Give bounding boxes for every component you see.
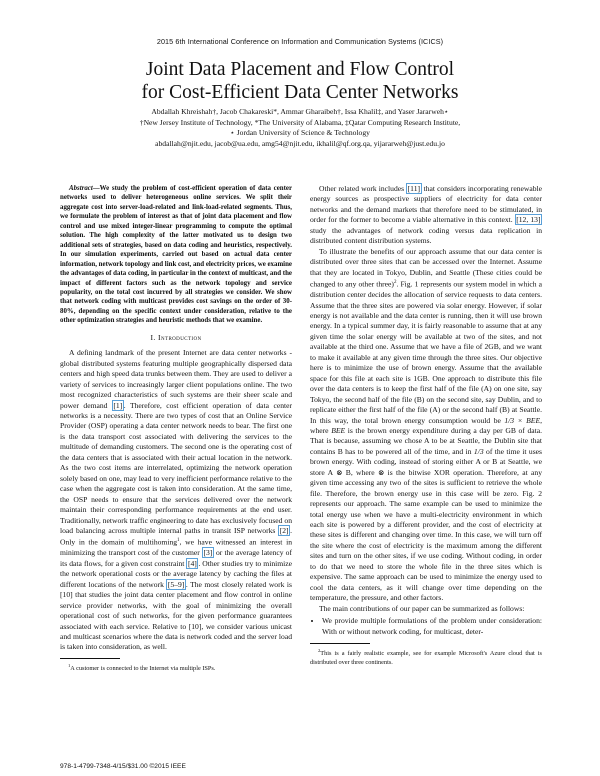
text-run: To illustrate the benefits of our approach assume that our data center is distributed over three sites that can be accessed over the Internet. Assume that they are located in Tokyo, Dublin, and Seattle (These cities could be changed to any other three) <box>310 246 542 289</box>
citation-link[interactable]: [1] <box>113 400 123 410</box>
footnote-1 <box>60 662 292 674</box>
example-paragraph <box>310 247 542 604</box>
intro-paragraph-1 <box>60 348 292 653</box>
text-run: is the brown energy expenditure during a day per GB of data. That is because, assuming we chose A to be at Seattle, the Dublin site that contains B has to be powered all of the time, and in <box>310 425 543 456</box>
author-affiliations-1: †New Jersey Institute of Technology, *The University of Alabama, ‡Qatar Computing Research Institute, <box>139 117 461 127</box>
abstract-label: Abstract <box>69 185 93 192</box>
citation-link[interactable]: [5–9] <box>167 579 185 589</box>
text-run: . Therefore, cost efficient operation of data center networks is a necessity. There are two types of cost that an Online Service Provider (OSP) operating a data center network needs to bear. The first one is the data transport cost associated with delivering the services to the multitude of demanding customers. The second one is the operating cost of the data centers that is associated with their actual location in the network. As the two cost items are interrelated, optimizing the network operation solely based on one, may lead to very inefficient performance relative to the case when the aggregate cost is taken into consideration. At the same time, the OSP needs to ensure that the services delivered over the network maintain their corresponding performance requirements at the end user. Traditionally, network traffic engineering to date has exclusively focused on load balancing across multiple internal paths in transit ISP networks <box>60 400 293 535</box>
contributions-list <box>310 616 542 637</box>
left-column <box>60 184 292 674</box>
footnote-number: 1 <box>68 662 71 668</box>
text-run: study the advantages of network coding versus data replication in distributed content distribution systems. <box>310 225 542 246</box>
footnote-text: This is a fairly realistic example, see for example Microsoft's Azure cloud that is distributed over three continents. <box>310 650 542 666</box>
text-run: or the average latency of its data flows, for a given cost constraint <box>60 548 293 568</box>
conference-header: 2015 6th International Conference on Information and Communication Systems (ICICS) <box>156 37 444 46</box>
math-fraction: 1/3 <box>473 446 484 456</box>
footnote-number: 2 <box>318 648 321 654</box>
section-heading-introduction <box>60 333 292 343</box>
text-run: that considers incorporating renewable energy sources as prospective suppliers of electricity for data center networks and the demand markets that therefore need to be stimulated, in order for the former to become a viable alternative in this context. <box>310 184 542 225</box>
text-run: . The most closely related work is [10] that studies the joint data center placement and flow control in online service provider networks, with the goal of minimizing the overall operational cost of such networks, for the given performance guarantees associated with each service. Relative to [10], we consider various unicast and multicast scenarios where the data is network coded and the server load is taken into consideration, as well. <box>60 579 292 652</box>
title-line-1: Joint Data Placement and Flow Control <box>145 59 455 80</box>
text-run: . Other studies try to minimize the network operational costs or the average latency by caching the files at different locations of the network <box>60 558 292 589</box>
author-affiliations-2: ⋆ Jordan University of Science & Technology <box>230 128 370 137</box>
math-fraction: 1/3 × BEE <box>504 415 541 425</box>
abstract-text: —We study the problem of cost-efficient operation of data center networks used to deliver heterogeneous online services. We split their aggregate cost into server-load-related and link-load-related segments. Thus, we formulate the problem of interest as that of joint data placement and flow control and use mixed integer-linear programming to compute the optimal solution. The high complexity of the latter motivated us to design two additional sets of strategies, based on data coding and heuristics, respectively. In our simulation experiments, carried out based on actual data center information, network topology and link cost, and electricity prices, we examine the advantages of data coding, in particular in the context of multicast, and the impact of different factors such as the network topology and service popularity, on the total cost incurred by all strategies we consider. We show that network coding with multicast provides cost savings on the order of 30-80%, depending on the specific context under consideration, relative to the other optimization strategies and heuristic methods that we examine. <box>60 185 292 325</box>
isbn-footer: 978-1-4799-7348-4/15/$31.00 ©2015 IEEE <box>60 763 186 770</box>
section-number: I. <box>150 332 156 342</box>
text-run: of the time it uses brown energy. With coding, instead of storing either A or B at Seattle, we store A ⊗ B, where ⊗ is the bitwise XOR operation. Therefore, at any given time accessing any two of the sites is sufficient to retrieve the whole file. Therefore, the brown energy use in this case will be zero. Fig. 2 represents our approach. The same example can be used to minimize the total energy use when we have a multi-electricity environment in which each site is powered by a different provider, and the cost of electricity at these sites is different and changing over time. In this case, we will turn off the site where the cost of electricity is the maximum among the different sites and turn on the other sites, if we use coding. Without coding, in order to do that we need to store the whole file in the three sites which is expensive. The same approach can be used to minimize the energy used to cool the data centers, as it will change over time depending on the temperature, the pressure, and other factors. <box>310 446 543 603</box>
author-names: Abdallah Khreishah†, Jacob Chakareski*, Ammar Gharaibeh†, Issa Khalil‡, and Yaser Jararweh⋆ <box>151 107 449 116</box>
abstract <box>60 184 292 326</box>
citation-link[interactable]: [4] <box>187 558 197 568</box>
paper-title <box>60 58 540 104</box>
citation-link[interactable]: [11] <box>407 184 421 193</box>
math-variable: BEE <box>331 425 346 435</box>
text-run: , where <box>310 415 542 435</box>
text-run: . Only in the domain of multihoming <box>60 525 292 547</box>
text-run: A defining landmark of the present Internet are data center networks - global distributed systems featuring multiple geographically dispersed data centers and high speed data trunks between them. They are used to deliver a variety of services to increasingly larger client populations online. The two most recognized characteristics of such systems are their sheer scale and power demand <box>60 348 292 410</box>
citation-link[interactable]: [3] <box>203 548 213 558</box>
footnote-rule <box>60 658 120 659</box>
author-block <box>40 107 560 149</box>
footnote-marker[interactable]: 1 <box>177 538 180 544</box>
title-line-2: for Cost-Efficient Data Center Networks <box>141 82 459 103</box>
footnote-marker[interactable]: 2 <box>393 280 397 286</box>
contribution-item: • We provide multiple formulations of the problem under consideration: With or without network coding, for multicast, deter- <box>322 616 542 637</box>
citation-link[interactable]: [2] <box>279 525 289 535</box>
contributions-intro: The main contributions of our paper can be summarized as follows: <box>319 603 525 613</box>
footnote-2 <box>310 647 542 667</box>
text-run: . Fig. 1 represents our system model in which a distribution center decides the allocation of service requests to data centers. Assume that the three sites are powered via solar energy. However, if solar energy is not available and the data center is running, then it will use brown energy. In a typical summer day, it is fairly reasonable to assume that at any given time the solar energy will be available at two of the sites, and not available at the third one. Assume that we have a file of 2GB, and we want to make it available at any given time through the three sites. Our objective here is to minimize the use of brown energy. Assume that the available space for this file at each site is 1GB. One approach to distribute this file over the data centers is to keep the first half of the file (A) on one site, say Tokyo, the second half of the file (B) on the second site, say Dublin, and to replicate either the first half of the file (A) or the second half (B) at Seattle. In this way, the total brown energy consumption would be <box>310 279 542 425</box>
text-run: Other related work includes <box>319 184 407 193</box>
right-column <box>310 184 542 667</box>
citation-link[interactable]: [12, 13] <box>516 215 541 225</box>
section-title: Introduction <box>158 332 202 342</box>
author-emails: abdallah@njit.edu, jacob@ua.edu, amg54@njit.edu, ikhalil@qf.org.qa, yijararweh@just.edu.jo <box>155 138 445 148</box>
related-work-paragraph <box>310 184 542 247</box>
footnote-rule <box>310 643 370 644</box>
footnote-text: A customer is connected to the Internet via multiple ISPs. <box>70 665 216 673</box>
text-run: , we have witnessed an interest in minimizing the transport cost of the customer <box>60 537 292 558</box>
